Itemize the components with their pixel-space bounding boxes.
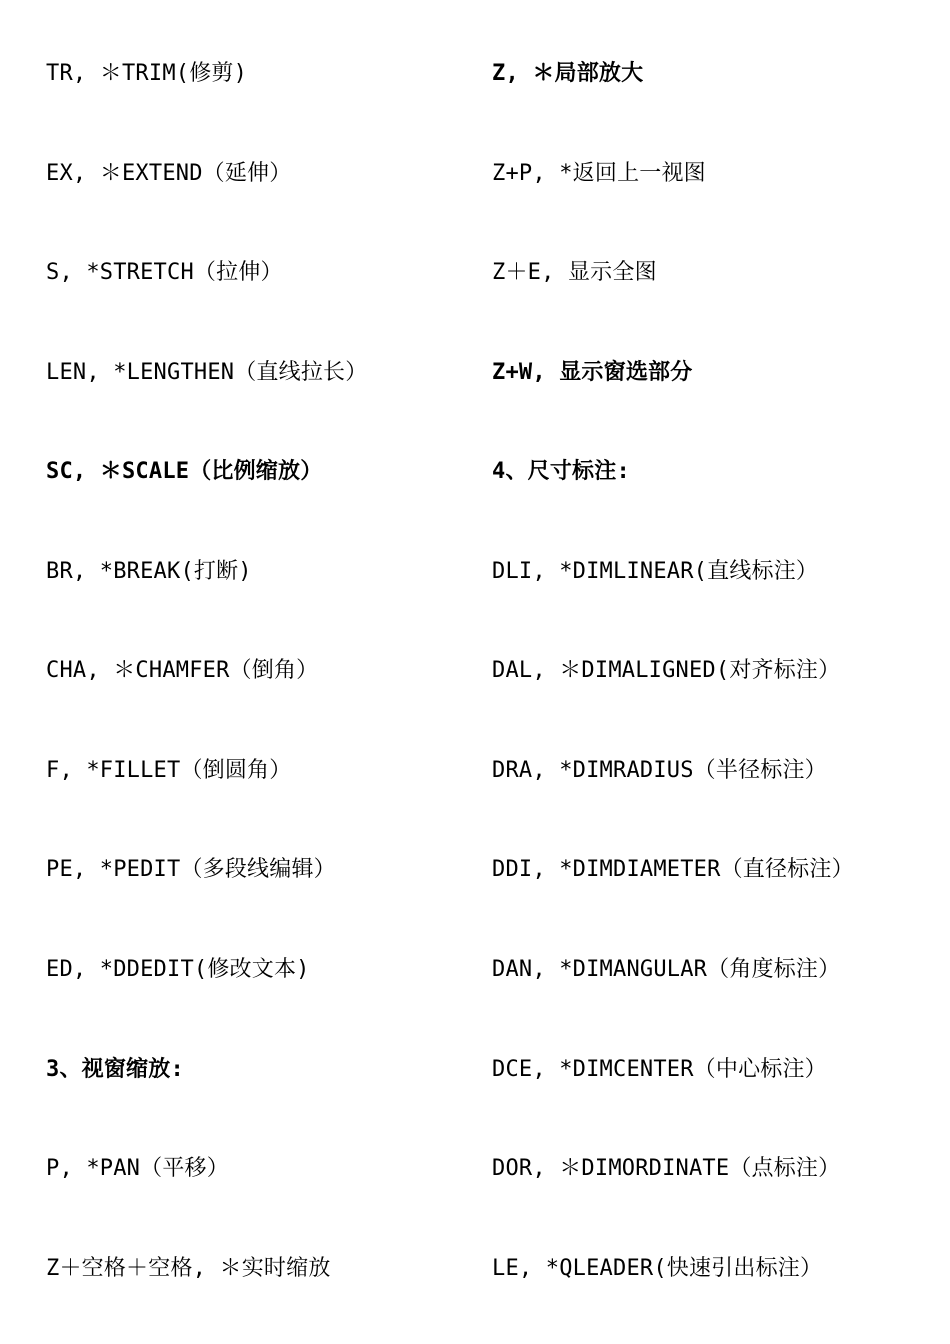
command-line: DRA, *DIMRADIUS（半径标注）	[492, 758, 827, 783]
command-line: Z, ＊局部放大	[492, 61, 644, 86]
section-heading: 3、视窗缩放:	[46, 1057, 184, 1082]
command-line: Z＋E, 显示全图	[492, 260, 657, 285]
command-line: CHA, ＊CHAMFER（倒角）	[46, 658, 319, 683]
command-line: DAN, *DIMANGULAR（角度标注）	[492, 957, 841, 982]
command-line: S, *STRETCH（拉伸）	[46, 260, 283, 285]
command-line: P, *PAN（平移）	[46, 1156, 229, 1181]
command-line: ED, *DDEDIT(修改文本)	[46, 957, 310, 982]
section-heading: 4、尺寸标注:	[492, 459, 630, 484]
command-line: PE, *PEDIT（多段线编辑）	[46, 857, 336, 882]
command-line: LEN, *LENGTHEN（直线拉长）	[46, 360, 368, 385]
command-line: TR, ＊TRIM(修剪)	[46, 61, 248, 86]
command-line: BR, *BREAK(打断)	[46, 559, 252, 584]
command-line: EX, ＊EXTEND（延伸）	[46, 161, 292, 186]
command-line: F, *FILLET（倒圆角）	[46, 758, 292, 783]
command-line: LE, *QLEADER(快速引出标注）	[492, 1256, 823, 1281]
command-line: DOR, ＊DIMORDINATE（点标注）	[492, 1156, 841, 1181]
command-line: DDI, *DIMDIAMETER（直径标注）	[492, 857, 854, 882]
command-line: DCE, *DIMCENTER（中心标注）	[492, 1057, 827, 1082]
command-line: Z+W, 显示窗选部分	[492, 360, 693, 385]
command-line: Z＋空格＋空格, ＊实时缩放	[46, 1256, 331, 1281]
command-line: Z+P, *返回上一视图	[492, 161, 706, 186]
command-line: SC, ＊SCALE（比例缩放）	[46, 459, 323, 484]
command-line: DLI, *DIMLINEAR(直线标注）	[492, 559, 819, 584]
command-line: DAL, ＊DIMALIGNED(对齐标注）	[492, 658, 841, 683]
